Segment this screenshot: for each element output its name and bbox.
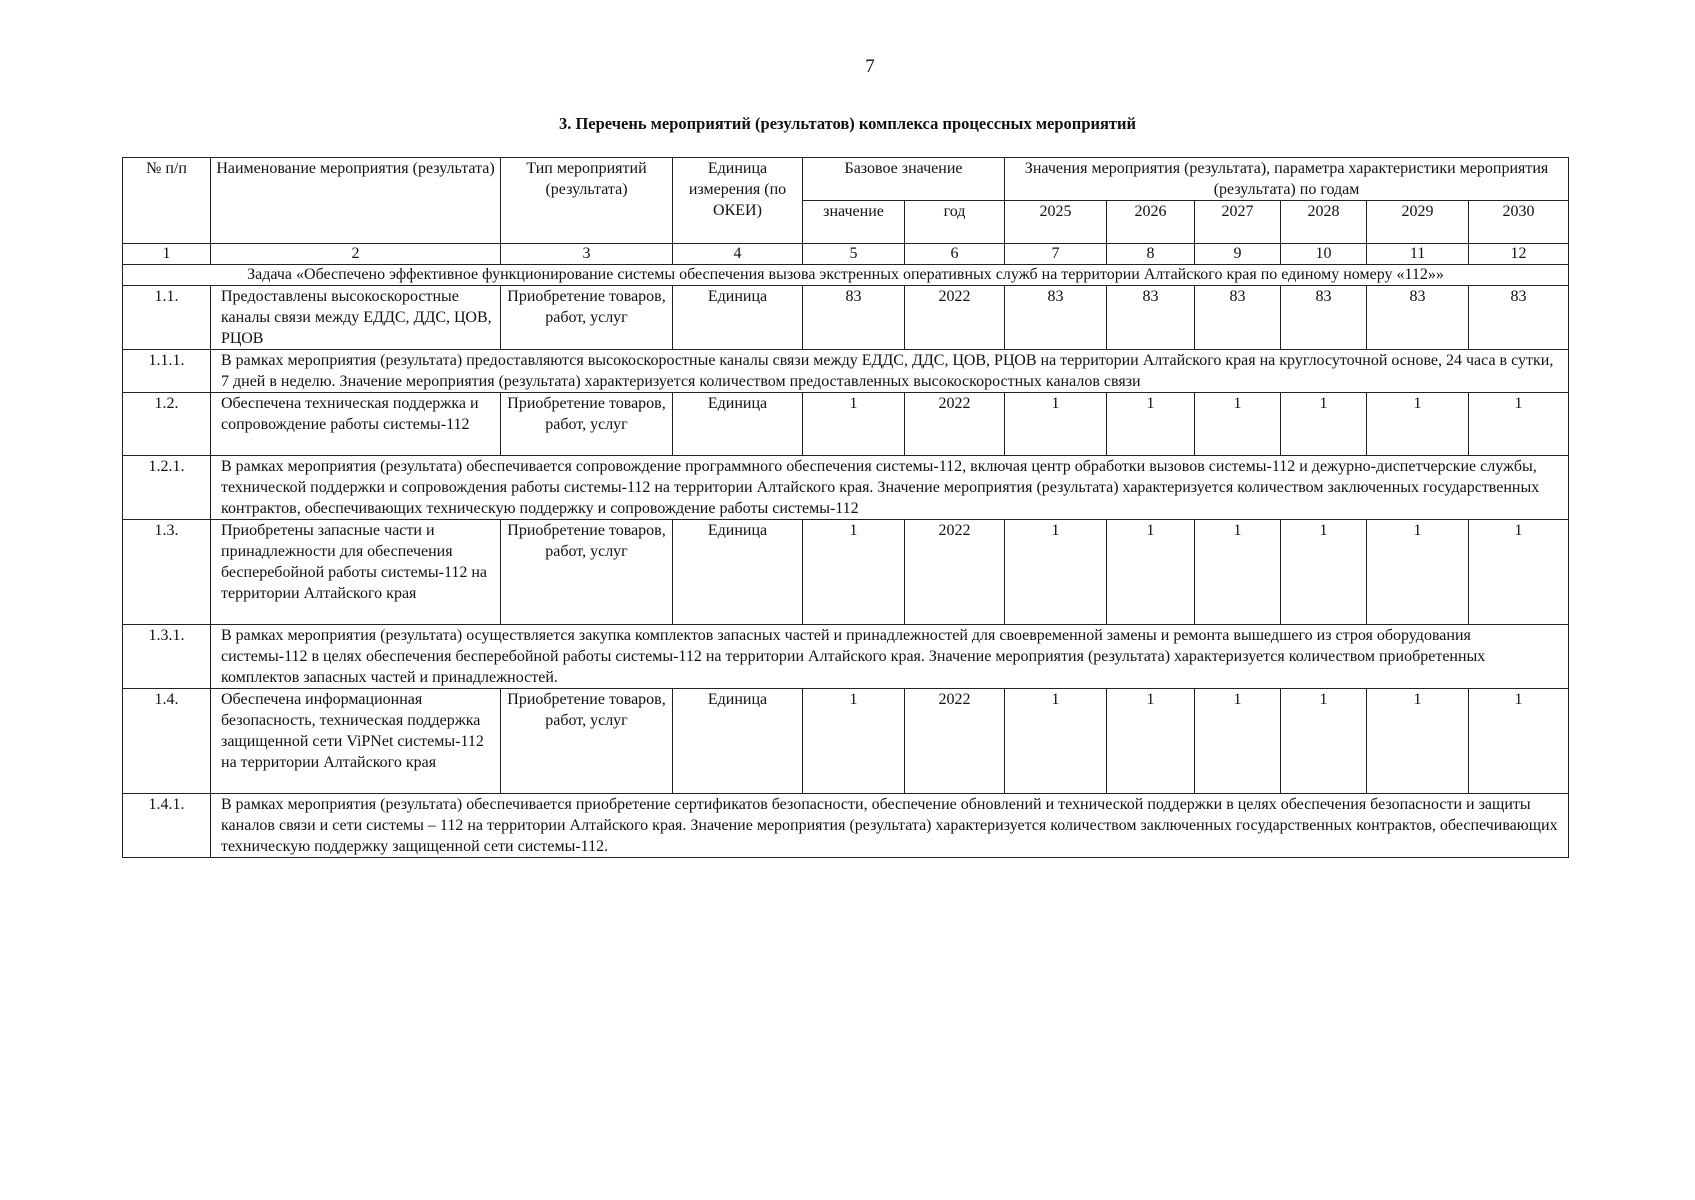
row-value-2029: 83 bbox=[1367, 286, 1469, 350]
row-base-value: 1 bbox=[803, 520, 905, 625]
row-value-2029: 1 bbox=[1367, 393, 1469, 456]
description-row bbox=[123, 625, 1569, 689]
row-value-2026: 1 bbox=[1107, 393, 1195, 456]
column-numbers-row bbox=[123, 244, 1569, 265]
description-row bbox=[123, 794, 1569, 858]
row-value-2027: 1 bbox=[1195, 520, 1281, 625]
row-unit: Единица bbox=[673, 520, 803, 625]
row-value-2027: 1 bbox=[1195, 393, 1281, 456]
row-value-2025: 1 bbox=[1005, 393, 1107, 456]
header-year-2029: 2029 bbox=[1367, 201, 1469, 244]
header-values-group: Значения мероприятия (результата), параметра характеристики мероприятия (результата) по годам bbox=[1005, 158, 1569, 201]
row-unit: Единица bbox=[673, 393, 803, 456]
column-number: 11 bbox=[1367, 244, 1469, 265]
desc-text: В рамках мероприятия (результата) предоставляются высокоскоростные каналы связи между ЕДДС, ДДС, ЦОВ, РЦОВ на территории Алтайского края на круглосуточной основе, 24 часа в сутки, 7 дней в неделю. Значение мероприятия (результата) характеризуется количеством предоставленных высокоскоростных каналов связи bbox=[211, 350, 1569, 393]
row-value-2030: 1 bbox=[1469, 393, 1569, 456]
row-unit: Единица bbox=[673, 689, 803, 794]
row-value-2026: 1 bbox=[1107, 520, 1195, 625]
page-number: 7 bbox=[865, 56, 875, 77]
column-number: 2 bbox=[211, 244, 501, 265]
row-base-value: 1 bbox=[803, 393, 905, 456]
row-type: Приобретение товаров, работ, услуг bbox=[501, 689, 673, 794]
row-name: Приобретены запасные части и принадлежности для обеспечения бесперебойной работы системы-112 на территории Алтайского края bbox=[211, 520, 501, 625]
desc-num: 1.2.1. bbox=[123, 456, 211, 520]
table-row bbox=[123, 286, 1569, 350]
column-number: 8 bbox=[1107, 244, 1195, 265]
header-year-2030: 2030 bbox=[1469, 201, 1569, 244]
row-base-year: 2022 bbox=[905, 286, 1005, 350]
row-value-2029: 1 bbox=[1367, 689, 1469, 794]
table-row bbox=[123, 689, 1569, 794]
table-row bbox=[123, 393, 1569, 456]
row-base-value: 1 bbox=[803, 689, 905, 794]
table-row bbox=[123, 520, 1569, 625]
desc-num: 1.3.1. bbox=[123, 625, 211, 689]
row-value-2026: 1 bbox=[1107, 689, 1195, 794]
row-value-2030: 83 bbox=[1469, 286, 1569, 350]
row-base-year: 2022 bbox=[905, 689, 1005, 794]
header-year-2027: 2027 bbox=[1195, 201, 1281, 244]
header-base: Базовое значение bbox=[803, 158, 1005, 201]
row-value-2025: 1 bbox=[1005, 689, 1107, 794]
row-type: Приобретение товаров, работ, услуг bbox=[501, 286, 673, 350]
header-unit: Единица измерения (по ОКЕИ) bbox=[673, 158, 803, 244]
row-num: 1.1. bbox=[123, 286, 211, 350]
desc-text: В рамках мероприятия (результата) осуществляется закупка комплектов запасных частей и принадлежностей для своевременной замены и ремонта вышедшего из строя оборудования системы-112 в целях обеспечения бесперебойной работы системы-112 на территории Алтайского края. Значение мероприятия (результата) характеризуется количеством приобретенных комплектов запасных частей и принадлежностей. bbox=[211, 625, 1569, 689]
column-number: 1 bbox=[123, 244, 211, 265]
desc-text: В рамках мероприятия (результата) обеспечивается приобретение сертификатов безопасности, обеспечение обновлений и технической поддержки в целях обеспечения безопасности и защиты каналов связи и сети системы – 112 на территории Алтайского края. Значение мероприятия (результата) характеризуется количеством заключенных государственных контрактов, обеспечивающих техническую поддержку защищенной сети системы-112. bbox=[211, 794, 1569, 858]
row-type: Приобретение товаров, работ, услуг bbox=[501, 393, 673, 456]
row-num: 1.2. bbox=[123, 393, 211, 456]
header-year-2026: 2026 bbox=[1107, 201, 1195, 244]
header-num: № п/п bbox=[123, 158, 211, 244]
activities-table bbox=[122, 157, 1569, 858]
row-value-2027: 83 bbox=[1195, 286, 1281, 350]
header-type: Тип мероприятий (результата) bbox=[501, 158, 673, 244]
row-base-year: 2022 bbox=[905, 393, 1005, 456]
header-name: Наименование мероприятия (результата) bbox=[211, 158, 501, 244]
row-name: Обеспечена информационная безопасность, техническая поддержка защищенной сети ViPNet системы-112 на территории Алтайского края bbox=[211, 689, 501, 794]
row-value-2027: 1 bbox=[1195, 689, 1281, 794]
row-value-2025: 1 bbox=[1005, 520, 1107, 625]
desc-num: 1.1.1. bbox=[123, 350, 211, 393]
row-unit: Единица bbox=[673, 286, 803, 350]
row-name: Предоставлены высокоскоростные каналы связи между ЕДДС, ДДС, ЦОВ, РЦОВ bbox=[211, 286, 501, 350]
row-value-2029: 1 bbox=[1367, 520, 1469, 625]
row-value-2025: 83 bbox=[1005, 286, 1107, 350]
desc-text: В рамках мероприятия (результата) обеспечивается сопровождение программного обеспечения системы-112, включая центр обработки вызовов системы-112 и дежурно-диспетчерские службы, технической поддержки и сопровождения работы системы-112 на территории Алтайского края. Значение мероприятия (результата) характеризуется количеством заключенных государственных контрактов, обеспечивающих техническую поддержку и сопровождение работы системы-112 bbox=[211, 456, 1569, 520]
header-row bbox=[123, 158, 1569, 201]
row-value-2028: 1 bbox=[1281, 393, 1367, 456]
column-number: 7 bbox=[1005, 244, 1107, 265]
column-number: 5 bbox=[803, 244, 905, 265]
row-type: Приобретение товаров, работ, услуг bbox=[501, 520, 673, 625]
column-number: 3 bbox=[501, 244, 673, 265]
header-year-2028: 2028 bbox=[1281, 201, 1367, 244]
row-base-value: 83 bbox=[803, 286, 905, 350]
row-value-2028: 1 bbox=[1281, 689, 1367, 794]
section-title: 3. Перечень мероприятий (результатов) комплекса процессных мероприятий bbox=[558, 114, 1137, 133]
description-row bbox=[123, 456, 1569, 520]
description-row bbox=[123, 350, 1569, 393]
header-base-value: значение bbox=[803, 201, 905, 244]
row-value-2030: 1 bbox=[1469, 689, 1569, 794]
column-number: 6 bbox=[905, 244, 1005, 265]
row-value-2028: 1 bbox=[1281, 520, 1367, 625]
row-num: 1.4. bbox=[123, 689, 211, 794]
row-value-2028: 83 bbox=[1281, 286, 1367, 350]
task-title: Задача «Обеспечено эффективное функционирование системы обеспечения вызова экстренных оперативных служб на территории Алтайского края по единому номеру «112»» bbox=[123, 265, 1569, 286]
column-number: 4 bbox=[673, 244, 803, 265]
row-value-2026: 83 bbox=[1107, 286, 1195, 350]
desc-num: 1.4.1. bbox=[123, 794, 211, 858]
column-number: 9 bbox=[1195, 244, 1281, 265]
row-value-2030: 1 bbox=[1469, 520, 1569, 625]
row-num: 1.3. bbox=[123, 520, 211, 625]
header-base-year: год bbox=[905, 201, 1005, 244]
row-name: Обеспечена техническая поддержка и сопровождение работы системы-112 bbox=[211, 393, 501, 456]
column-number: 10 bbox=[1281, 244, 1367, 265]
column-number: 12 bbox=[1469, 244, 1569, 265]
task-row bbox=[123, 265, 1569, 286]
row-base-year: 2022 bbox=[905, 520, 1005, 625]
header-year-2025: 2025 bbox=[1005, 201, 1107, 244]
